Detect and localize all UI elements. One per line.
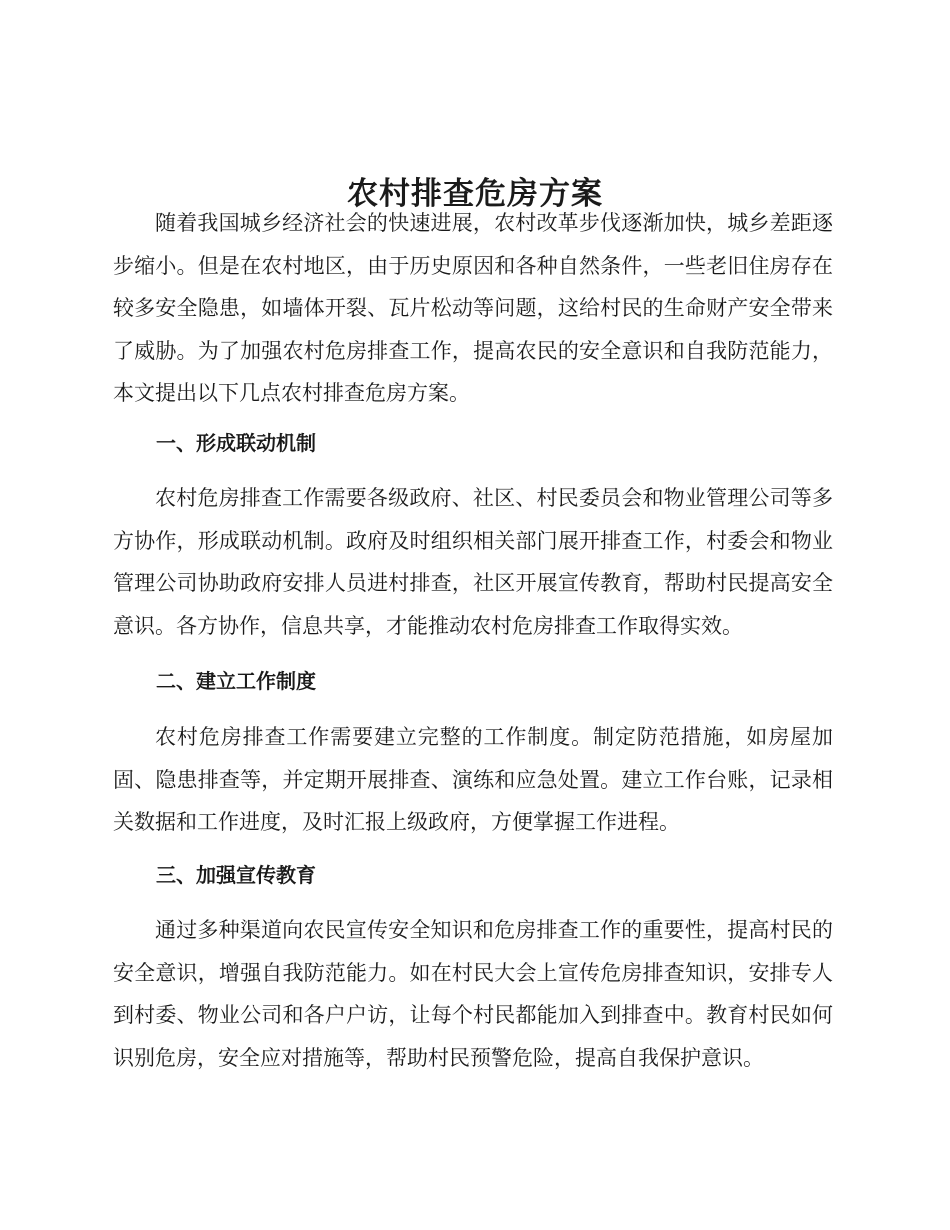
section-body-2: 农村危房排查工作需要建立完整的工作制度。制定防范措施，如房屋加固、隐患排查等，并定期开展排查、演练和应急处置。建立工作台账，记录相关数据和工作进度，及时汇报上级政府，方便掌握工作进程。 xyxy=(113,725,833,834)
section-heading-1: 一、形成联动机制 xyxy=(156,431,316,455)
section-body-3: 通过多种渠道向农民宣传安全知识和危房排查工作的重要性，提高村民的安全意识，增强自我防范能力。如在村民大会上宣传危房排查知识，安排专人到村委、物业公司和各户户访，让每个村民都能加入到排查中。教育村民如何识别危房，安全应对措施等，帮助村民预警危险，提高自我保护意识。 xyxy=(113,918,833,1070)
document-title: 农村排查危房方案 xyxy=(347,175,603,212)
section-heading-3: 三、加强宣传教育 xyxy=(156,863,316,887)
section-heading-2: 二、建立工作制度 xyxy=(156,669,316,693)
intro-paragraph: 随着我国城乡经济社会的快速进展，农村改革步伐逐渐加快，城乡差距逐步缩小。但是在农村地区，由于历史原因和各种自然条件，一些老旧住房存在较多安全隐患，如墙体开裂、瓦片松动等问题，这给村民的生命财产安全带来了威胁。为了加强农村危房排查工作，提高农民的安全意识和自我防范能力，本文提出以下几点农村排查危房方案。 xyxy=(113,211,833,405)
section-body-1: 农村危房排查工作需要各级政府、社区、村民委员会和物业管理公司等多方协作，形成联动机制。政府及时组织相关部门展开排查工作，村委会和物业管理公司协助政府安排人员进村排查，社区开展宣传教育，帮助村民提高安全意识。各方协作，信息共享，才能推动农村危房排查工作取得实效。 xyxy=(113,486,833,638)
